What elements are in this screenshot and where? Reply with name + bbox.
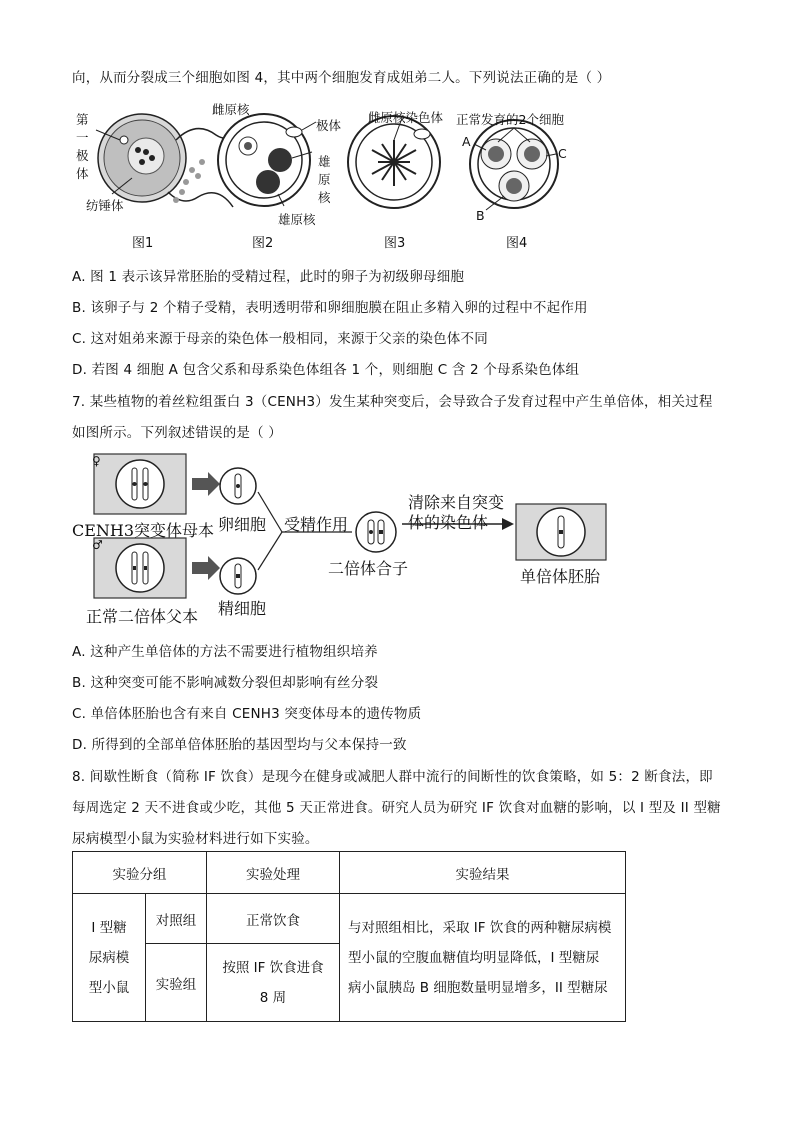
mother-label: CENH3突变体母本 [72, 521, 215, 540]
experiment-table [72, 851, 626, 1022]
fig2-label-male-nucleus: 雄原核 [278, 212, 316, 227]
q8-stem-line2: 每周选定 2 天不进食或少吃，其他 5 天正常进食。研究人员为研究 IF 饮食对血糖的影响，以 I 型及 II 型糖 [72, 800, 721, 816]
fig4-label-a: A [462, 134, 471, 149]
header-group: 实验分组 [73, 852, 207, 894]
fig4-three-cells-drawing [470, 120, 558, 210]
fig1-label-polar-1: 第 [76, 112, 89, 127]
q8-stem-line3: 尿病模型小鼠为实验材料进行如下实验。 [72, 831, 319, 847]
table-header-row [73, 852, 626, 894]
fig4-label-normal-cells: 正常发育的2个细胞 [456, 112, 564, 127]
q7-stem-line2: 如图所示。下列叙述错误的是（ ） [72, 425, 282, 441]
group-name-cell [73, 894, 146, 1022]
fig1-caption: 图1 [132, 236, 154, 251]
fig2-label-male-3: 核 [318, 190, 331, 205]
fig2-label-male-2: 原 [318, 172, 331, 187]
q6-option-b: B. 该卵子与 2 个精子受精，表明透明带和卵细胞膜在阻止多精入卵的过程中不起作用 [72, 300, 588, 316]
q7-stem-line1: 7. 某些植物的着丝粒组蛋白 3（CENH3）发生某种突变后，会导致合子发育过程中产生单倍体，相关过程 [72, 394, 713, 410]
zygote-label: 二倍体合子 [328, 559, 409, 578]
egg-label: 卵细胞 [218, 515, 267, 534]
result-line-3: 病小鼠胰岛 B 细胞数量明显增多，II 型糖尿 [348, 979, 608, 996]
fig1-label-spindle: 纺锤体 [86, 198, 124, 213]
result-line-2: 型小鼠的空腹血糖值均明显降低，I 型糖尿 [348, 949, 600, 966]
control-group-cell: 对照组 [146, 894, 207, 944]
fig2-caption: 图2 [252, 236, 274, 251]
fig3-caption: 图3 [384, 236, 406, 251]
fig3-chromosome-drawing [348, 116, 440, 208]
group-name-line-2: 尿病模 [88, 949, 130, 966]
fig1-label-polar-2: 一 [76, 130, 89, 145]
male-symbol: ♂ [92, 538, 103, 552]
fig2-label-female-nucleus: 雌原核 [212, 102, 250, 117]
female-symbol: ♀ [92, 454, 101, 468]
q7-option-d: D. 所得到的全部单倍体胚胎的基因型均与父本保持一致 [72, 737, 407, 753]
question6-stem-tail: 向，从而分裂成三个细胞如图 4，其中两个细胞发育成姐弟二人。下列说法正确的是（ ） [72, 70, 611, 86]
q7-figure [72, 452, 632, 632]
experimental-group-cell: 实验组 [146, 944, 207, 1022]
fig1-label-polar-4: 体 [76, 166, 89, 181]
exp-treatment-line-2: 8 周 [259, 989, 287, 1006]
q8-stem-line1: 8. 间歇性断食（简称 IF 饮食）是现今在健身或减肥人群中流行的间断性的饮食策略，如 5：2 断食法，即 [72, 769, 713, 785]
q6-figure [72, 100, 632, 260]
father-label: 正常二倍体父本 [86, 607, 199, 626]
fig2-label-polar-body: 极体 [316, 118, 342, 133]
q6-option-c: C. 这对姐弟来源于母亲的染色体一般相同，来源于父亲的染色体不同 [72, 331, 488, 347]
exp-treatment-line-1: 按照 IF 饮食进食 [222, 959, 324, 976]
sperm-label: 精细胞 [218, 599, 267, 618]
q6-option-d: D. 若图 4 细胞 A 包含父系和母系染色体组各 1 个，则细胞 C 含 2 个母系染色体组 [72, 362, 580, 378]
header-treatment: 实验处理 [207, 852, 340, 894]
fig4-caption: 图4 [506, 236, 528, 251]
q7-option-c: C. 单倍体胚胎也含有来自 CENH3 突变体母本的遗传物质 [72, 706, 422, 722]
group-name-line-1: I 型糖 [91, 919, 127, 936]
fig4-label-b: B [476, 208, 485, 223]
group-name-line-3: 型小鼠 [88, 979, 130, 996]
q7-option-b: B. 这种突变可能不影响减数分裂但却影响有丝分裂 [72, 675, 379, 691]
fig2-label-male-1: 雄 [318, 154, 331, 169]
table-row-control [73, 894, 626, 944]
control-treatment-cell: 正常饮食 [207, 894, 340, 944]
elimination-label-1: 清除来自突变 [408, 493, 505, 512]
q7-option-a: A. 这种产生单倍体的方法不需要进行植物组织培养 [72, 644, 378, 660]
q6-option-a: A. 图 1 表示该异常胚胎的受精过程，此时的卵子为初级卵母细胞 [72, 269, 465, 285]
result-line-1: 与对照组相比，采取 IF 饮食的两种糖尿病模 [348, 919, 612, 936]
result-cell [340, 894, 626, 1022]
fig3-label-chromosome: 雌原核染色体 [368, 110, 444, 125]
experimental-treatment-cell [207, 944, 340, 1022]
elimination-label-2: 体的染色体 [408, 513, 489, 532]
fig1-label-polar-3: 极 [76, 148, 89, 163]
haploid-label: 单倍体胚胎 [520, 567, 601, 586]
header-result: 实验结果 [340, 852, 626, 894]
fertilization-label: 受精作用 [284, 515, 349, 534]
fig2-pronuclei-drawing [218, 114, 316, 206]
fig4-label-c: C [558, 146, 567, 161]
